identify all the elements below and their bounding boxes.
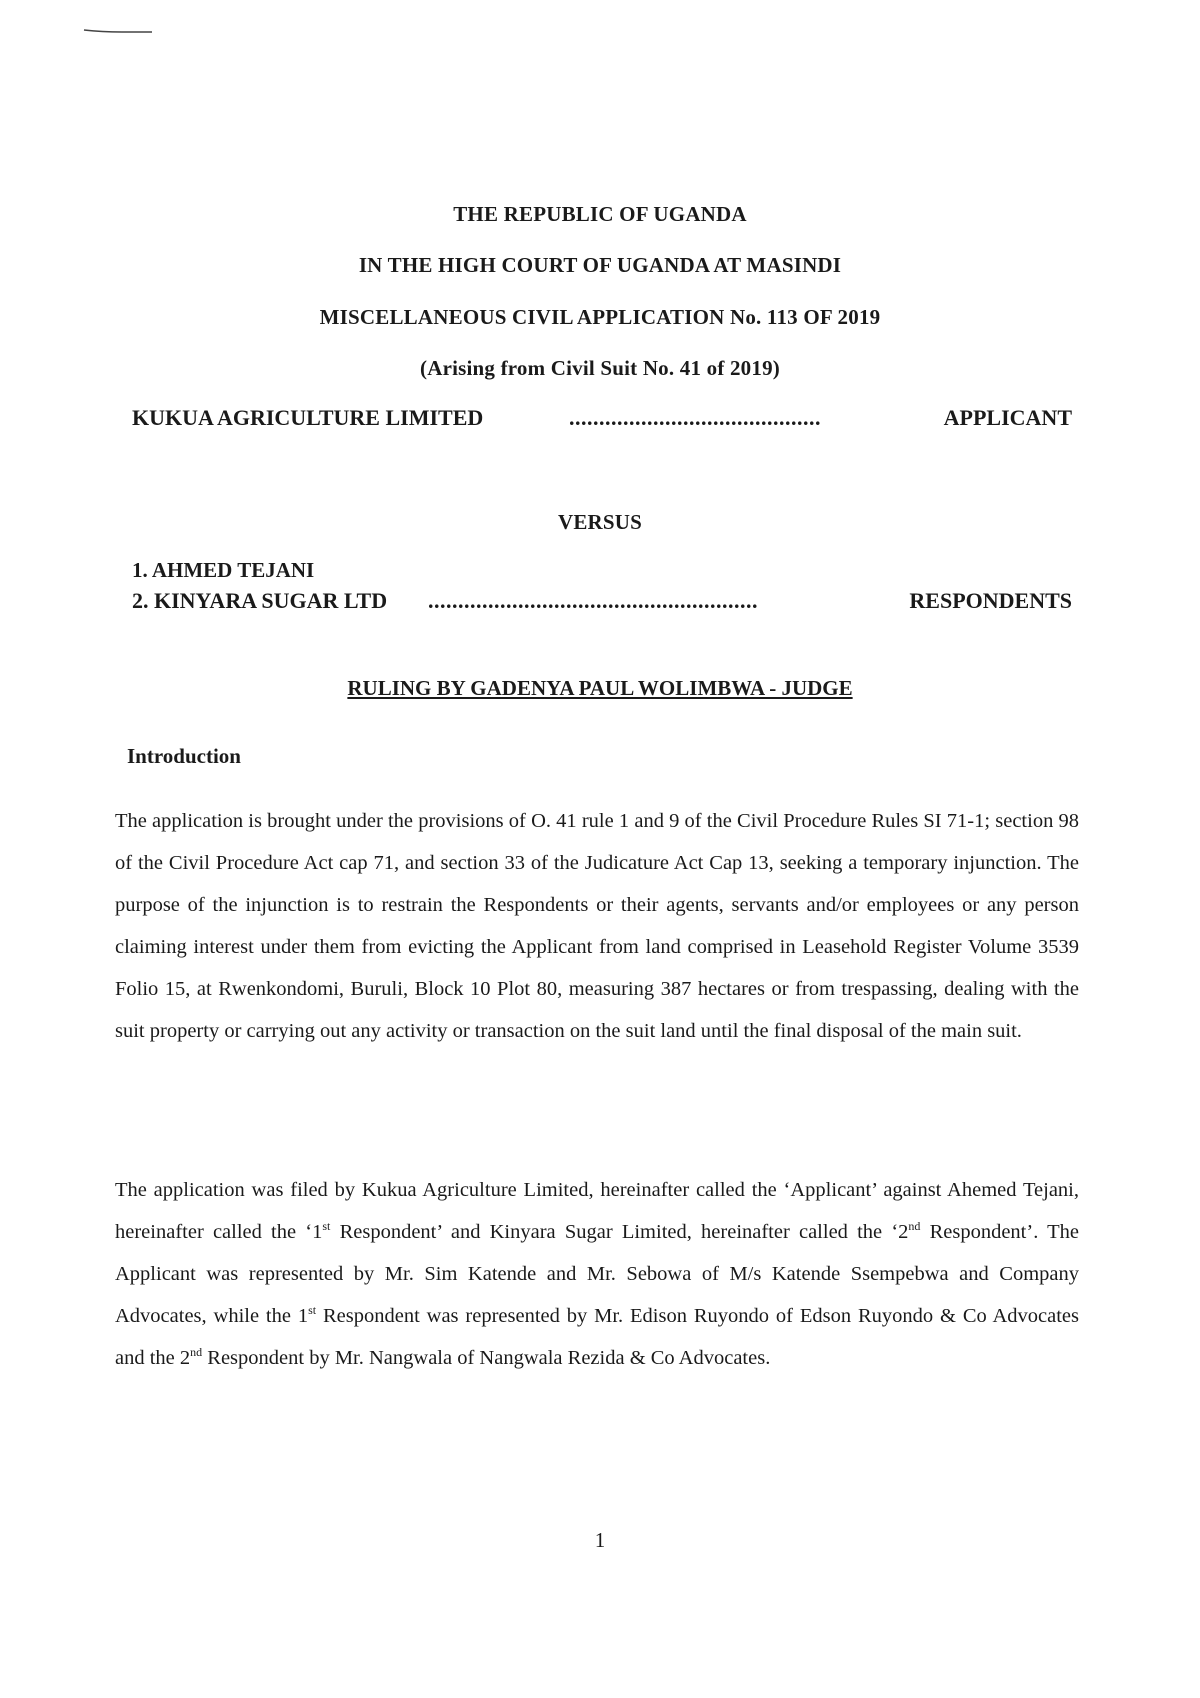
header-republic: THE REPUBLIC OF UGANDA	[453, 202, 747, 226]
introduction-paragraph-2: The application was filed by Kukua Agriculture Limited, hereinafter called the ‘Applicant’ against Ahemed Tejani, hereinafter called the ‘1st Respondent’ and Kinyara Sugar Limited, hereinafter called the ‘2nd Respondent’. The Applicant was represented by Mr. Sim Katende and Mr. Sebowa of M/s Katende Ssempebwa and Company Advocates, while the 1st Respondent was represented by Mr. Edison Ruyondo of Edson Ruyondo & Co Advocates and the 2nd Respondent by Mr. Nangwala of Nangwala Rezida & Co Advocates.	[115, 1179, 1080, 1369]
respondent-2-name: 2. KINYARA SUGAR LTD	[132, 588, 388, 613]
header-arising-from: (Arising from Civil Suit No. 41 of 2019)	[420, 356, 780, 380]
header-court: IN THE HIGH COURT OF UGANDA AT MASINDI	[358, 253, 842, 277]
header-application-number: MISCELLANEOUS CIVIL APPLICATION No. 113 OF 2019	[319, 305, 881, 329]
respondent-1: 1. AHMED TEJANI	[132, 558, 315, 582]
applicant-role: APPLICANT	[943, 405, 1072, 430]
page-number: 1	[594, 1528, 606, 1552]
respondents-role: RESPONDENTS	[909, 588, 1072, 613]
applicant-name: KUKUA AGRICULTURE LIMITED	[132, 405, 484, 430]
scan-mark	[82, 28, 154, 34]
respondent-2-row	[132, 588, 1072, 618]
introduction-paragraph-1: The application is brought under the provisions of O. 41 rule 1 and 9 of the Civil Procedure Rules SI 71-1; section 98 of the Civil Procedure Act cap 71, and section 33 of the Judicature Act Cap 13, seeking a temporary injunction. The purpose of the injunction is to restrain the Respondents or their agents, servants and/or employees or any person claiming interest under them from evicting the Applicant from land comprised in Leasehold Register Volume 3539 Folio 15, at Rwenkondomi, Buruli, Block 10 Plot 80, measuring 387 hectares or from trespassing, dealing with the suit property or carrying out any activity or transaction on the suit land until the final disposal of the main suit.	[115, 810, 1079, 1042]
versus-label: VERSUS	[557, 510, 643, 534]
introduction-heading: Introduction	[127, 744, 241, 768]
respondent-2-dots: .......................................................	[428, 588, 758, 613]
applicant-row	[132, 405, 1072, 435]
ruling-heading: RULING BY GADENYA PAUL WOLIMBWA - JUDGE	[347, 676, 853, 700]
applicant-dots: ..........................................	[569, 405, 821, 430]
